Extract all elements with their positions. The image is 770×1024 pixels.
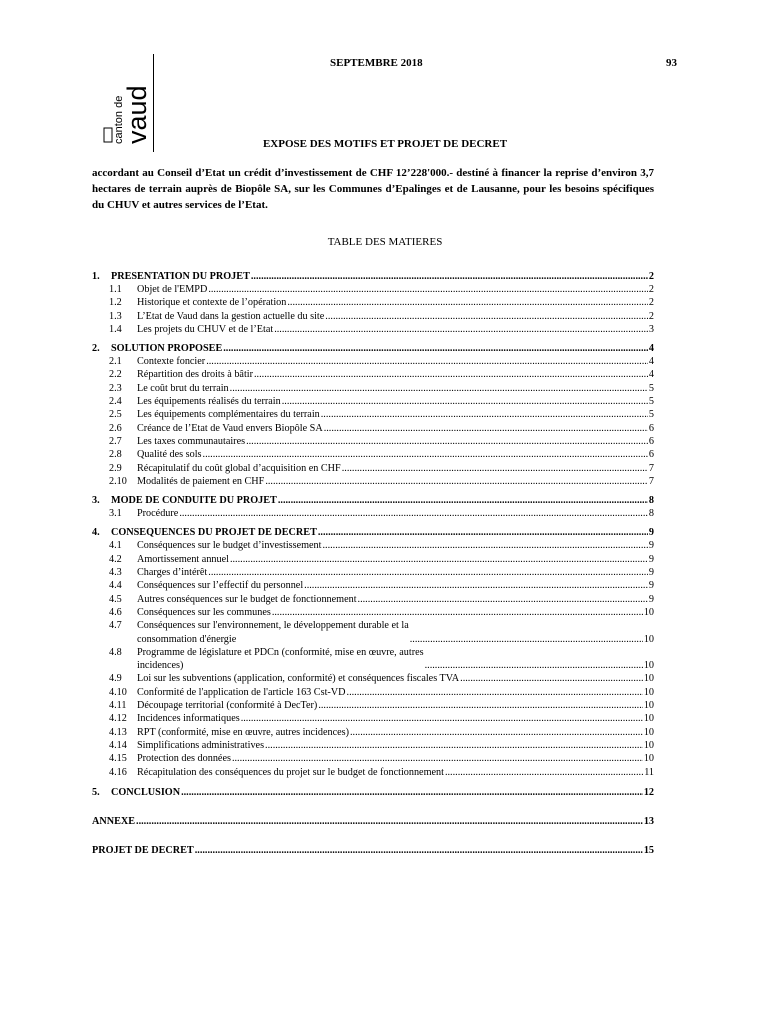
toc-item-4-4[interactable]: [92, 579, 654, 592]
toc-item-label: Loi sur les subventions (application, conformité) et conséquences fiscales TVA: [137, 673, 460, 685]
toc-item-4-16[interactable]: [92, 766, 654, 779]
toc-item-label: Qualité des sols: [137, 449, 202, 461]
toc-annexe[interactable]: [92, 815, 654, 828]
toc-item-1-3[interactable]: [92, 310, 654, 323]
toc-item-2-4[interactable]: [92, 395, 654, 408]
toc-page-number: 4: [648, 343, 654, 355]
toc-leader: [254, 368, 648, 381]
document-title: EXPOSE DES MOTIFS ET PROJET DE DECRET: [262, 138, 508, 150]
toc-leader: [342, 462, 648, 475]
toc-page-number: 10: [643, 633, 654, 645]
toc-item-label: Simplifications administratives: [137, 739, 265, 751]
toc-page-number: 10: [643, 606, 654, 618]
toc-projet-de-decret-label: PROJET DE DECRET: [92, 844, 194, 856]
toc-item-number: 1.3: [109, 310, 122, 322]
toc-page-number: 2: [648, 297, 654, 309]
toc-item-label: Les projets du CHUV et de l’Etat: [137, 323, 274, 335]
toc-page-number: 9: [648, 527, 654, 539]
toc-item-4-11[interactable]: [92, 699, 654, 712]
toc-page-number: 7: [648, 462, 654, 474]
toc-item-label: Conséquences sur l'environnement, le développement durable et la: [137, 620, 409, 632]
toc-item-number: 4.8: [109, 646, 122, 658]
toc-leader: [304, 579, 648, 592]
toc-page-number: 6: [648, 422, 654, 434]
toc-item-number: 3.1: [109, 508, 122, 520]
toc-item-number: 4.16: [109, 766, 127, 778]
toc-item-2-6[interactable]: [92, 422, 654, 435]
toc-leader: [265, 475, 648, 488]
toc-section-2[interactable]: [92, 342, 654, 355]
toc-item-number: 4.15: [109, 753, 127, 765]
toc-leader: [208, 283, 648, 296]
toc-item-label: Les équipements réalisés du terrain: [137, 396, 281, 408]
toc-item-2-5[interactable]: [92, 408, 654, 421]
toc-item-4-3[interactable]: [92, 566, 654, 579]
toc-item-label: RPT (conformité, mise en œuvre, autres incidences): [137, 726, 349, 738]
toc-leader: [425, 659, 643, 672]
toc-item-label: Autres conséquences sur le budget de fonctionnement: [137, 593, 357, 605]
toc-page-number: 11: [644, 766, 654, 778]
toc-leader: [350, 726, 643, 739]
toc-item-number: 4.2: [109, 553, 122, 565]
toc-leader: [410, 633, 643, 646]
toc-page-number: 6: [648, 435, 654, 447]
toc-item-number: 2.6: [109, 422, 122, 434]
toc-item-number: 1.1: [109, 284, 122, 295]
toc-leader: [232, 752, 643, 765]
toc-page-number: 3: [648, 323, 654, 335]
toc-leader: [136, 815, 643, 828]
header-date: SEPTEMBRE 2018: [330, 57, 423, 69]
toc-item-label: Les taxes communautaires: [137, 435, 246, 447]
toc-page-number: 8: [648, 508, 654, 520]
toc-item-2-1[interactable]: [92, 355, 654, 368]
toc-item-label: Conséquences sur l’effectif du personnel: [137, 580, 304, 592]
toc-leader: [179, 507, 648, 520]
toc-leader: [460, 672, 643, 685]
logo-text-top: canton de: [113, 95, 125, 144]
toc-page-number: 5: [648, 382, 654, 394]
toc-page-number: 10: [643, 713, 654, 725]
toc-item-label: Le coût brut du terrain: [137, 382, 229, 394]
toc-page-number: 5: [648, 409, 654, 421]
toc-item-label: Les équipements complémentaires du terrain: [137, 409, 320, 421]
toc-leader: [265, 739, 643, 752]
toc-item-label: Objet de l'EMPD: [137, 284, 208, 295]
toc-item-label-continued: incidences): [137, 660, 184, 672]
toc-page-number: 12: [643, 786, 654, 798]
toc-leader: [358, 593, 648, 606]
toc-leader: [318, 699, 643, 712]
toc-item-4-12[interactable]: [92, 712, 654, 725]
toc-item-2-3[interactable]: [92, 382, 654, 395]
toc-item-number: 4.3: [109, 567, 122, 579]
toc-item-number: 4.13: [109, 726, 127, 738]
toc-page-number: 13: [643, 815, 654, 827]
toc-item-number: 2.9: [109, 462, 122, 474]
toc-item-number: 4.11: [109, 700, 127, 712]
toc-section-3[interactable]: [92, 494, 654, 507]
toc-section-number: 4.: [92, 527, 100, 539]
toc-item-number: 2.4: [109, 396, 122, 408]
toc-item-number: 4.7: [109, 620, 122, 632]
toc-page-number: 4: [648, 369, 654, 381]
toc-section-4[interactable]: [92, 526, 654, 539]
table-of-contents: [92, 270, 654, 857]
toc-page-number: 9: [648, 567, 654, 579]
toc-item-label: Conformité de l'application de l'article 163 Cst-VD: [137, 686, 346, 698]
toc-item-label: Récapitulation des conséquences du projet sur le budget de fonctionnement: [137, 766, 444, 778]
toc-item-number: 4.14: [109, 739, 127, 751]
toc-item-4-10[interactable]: [92, 686, 654, 699]
toc-leader: [241, 712, 643, 725]
toc-item-label: Contexte foncier: [137, 356, 206, 368]
toc-leader: [274, 323, 648, 336]
toc-item-2-10[interactable]: [92, 475, 654, 488]
toc-title: TABLE DES MATIERES: [327, 236, 443, 248]
toc-item-4-7[interactable]: [92, 619, 654, 646]
toc-leader: [181, 786, 643, 799]
toc-page-number: 6: [648, 449, 654, 461]
toc-item-4-6[interactable]: [92, 606, 654, 619]
toc-section-label: CONCLUSION: [111, 786, 181, 798]
toc-item-label: Incidences informatiques: [137, 713, 240, 725]
toc-item-4-5[interactable]: [92, 593, 654, 606]
toc-page-number: 2: [648, 284, 654, 295]
toc-item-4-15[interactable]: [92, 752, 654, 765]
toc-page-number: 2: [648, 271, 654, 282]
toc-page-number: 10: [643, 700, 654, 712]
toc-item-3-1[interactable]: [92, 507, 654, 520]
toc-item-number: 4.6: [109, 606, 122, 618]
toc-leader: [230, 382, 648, 395]
toc-item-label: Conséquences sur les communes: [137, 606, 271, 618]
toc-item-1-1[interactable]: [92, 283, 654, 296]
toc-item-number: 1.2: [109, 297, 122, 309]
toc-page-number: 8: [648, 495, 654, 507]
toc-item-number: 4.9: [109, 673, 122, 685]
toc-item-number: 2.1: [109, 356, 122, 368]
toc-leader: [195, 844, 643, 857]
toc-page-number: 5: [648, 396, 654, 408]
toc-item-label-continued: consommation d'énergie: [137, 633, 237, 645]
toc-item-1-2[interactable]: [92, 296, 654, 309]
toc-item-number: 2.5: [109, 409, 122, 421]
toc-leader: [208, 566, 648, 579]
toc-page-number: 9: [648, 580, 654, 592]
toc-leader: [321, 408, 648, 421]
toc-item-4-2[interactable]: [92, 553, 654, 566]
toc-leader: [251, 270, 648, 283]
toc-page-number: 9: [648, 540, 654, 552]
toc-page-number: 10: [643, 753, 654, 765]
toc-page-number: 10: [643, 673, 654, 685]
toc-item-number: 4.4: [109, 580, 122, 592]
toc-item-4-14[interactable]: [92, 739, 654, 752]
toc-section-1[interactable]: [92, 270, 654, 283]
toc-leader: [230, 553, 648, 566]
toc-item-label: Créance de l’Etat de Vaud envers Biopôle SA: [137, 422, 323, 434]
toc-item-4-8[interactable]: [92, 646, 654, 673]
toc-item-4-9[interactable]: [92, 672, 654, 685]
toc-leader: [278, 494, 648, 507]
toc-item-label: Récapitulatif du coût global d’acquisition en CHF: [137, 462, 341, 474]
toc-item-number: 4.10: [109, 686, 127, 698]
toc-section-label: MODE DE CONDUITE DU PROJET: [111, 495, 277, 507]
toc-leader: [318, 526, 648, 539]
toc-item-label: Découpage territorial (conformité à DecTer): [137, 700, 318, 712]
toc-leader: [324, 422, 648, 435]
toc-leader: [287, 296, 648, 309]
canton-vaud-logo: [100, 48, 150, 148]
toc-leader: [203, 448, 648, 461]
toc-leader: [223, 342, 648, 355]
toc-leader: [282, 395, 648, 408]
toc-section-5[interactable]: [92, 786, 654, 799]
toc-page-number: 9: [648, 593, 654, 605]
document-intro: accordant au Conseil d’Etat un crédit d’investissement de CHF 12’228'000.- destiné à financer la reprise d’environ 3,7 hectares de terrain auprès de Biopôle SA, sur les Communes d’Epalinges et de Lausanne, pour les besoins spécifiques du CHUV et autres services de l’Etat.: [92, 167, 654, 211]
toc-page-number: 15: [643, 844, 654, 856]
toc-leader: [445, 766, 643, 779]
toc-item-number: 2.3: [109, 382, 122, 394]
toc-item-label: Répartition des droits à bâtir: [137, 369, 253, 381]
toc-item-label: Protection des données: [137, 753, 231, 765]
toc-section-number: 2.: [92, 343, 100, 355]
toc-page-number: 7: [648, 475, 654, 487]
toc-section-number: 5.: [92, 786, 100, 798]
toc-item-number: 1.4: [109, 323, 122, 335]
header-page-number: 93: [666, 57, 677, 69]
toc-page-number: 2: [648, 310, 654, 322]
toc-item-2-9[interactable]: [92, 462, 654, 475]
toc-page-number: 10: [643, 739, 654, 751]
toc-section-number: 3.: [92, 495, 100, 507]
toc-item-label: Procédure: [137, 508, 179, 520]
toc-item-2-2[interactable]: [92, 368, 654, 381]
toc-section-label: SOLUTION PROPOSEE: [111, 343, 223, 355]
toc-leader: [347, 686, 643, 699]
toc-projet-de-decret[interactable]: [92, 844, 654, 857]
toc-leader: [246, 435, 648, 448]
toc-item-label: Programme de législature et PDCn (conformité, mise en œuvre, autres: [137, 646, 424, 658]
toc-item-2-8[interactable]: [92, 448, 654, 461]
toc-item-4-1[interactable]: [92, 539, 654, 552]
toc-item-1-4[interactable]: [92, 323, 654, 336]
toc-section-number: 1.: [92, 271, 100, 282]
toc-section-label: CONSEQUENCES DU PROJET DE DECRET: [111, 527, 317, 539]
toc-item-2-7[interactable]: [92, 435, 654, 448]
toc-item-label: Conséquences sur le budget d’investissement: [137, 540, 322, 552]
toc-page-number: 10: [643, 660, 654, 672]
toc-item-label: Historique et contexte de l’opération: [137, 297, 287, 309]
toc-section-label: PRESENTATION DU PROJET: [111, 271, 250, 282]
toc-item-label: Modalités de paiement en CHF: [137, 475, 265, 487]
toc-item-number: 2.2: [109, 369, 122, 381]
toc-leader: [272, 606, 643, 619]
toc-item-number: 4.5: [109, 593, 122, 605]
toc-page-number: 10: [643, 726, 654, 738]
toc-item-number: 2.7: [109, 435, 122, 447]
toc-item-label: Charges d’intérêt: [137, 567, 208, 579]
toc-item-label: Amortissement annuel: [137, 553, 229, 565]
toc-item-number: 2.10: [109, 475, 127, 487]
toc-leader: [322, 539, 647, 552]
toc-item-4-13[interactable]: [92, 726, 654, 739]
logo-text-main: vaud: [122, 85, 150, 144]
toc-page-number: 4: [648, 356, 654, 368]
toc-annexe-label: ANNEXE: [92, 815, 136, 827]
toc-item-number: 4.12: [109, 713, 127, 725]
toc-item-number: 2.8: [109, 449, 122, 461]
toc-page-number: 9: [648, 553, 654, 565]
toc-leader: [206, 355, 648, 368]
toc-page-number: 10: [643, 686, 654, 698]
toc-leader: [325, 310, 648, 323]
toc-item-number: 4.1: [109, 540, 122, 552]
toc-item-label: L’Etat de Vaud dans la gestion actuelle du site: [137, 310, 325, 322]
